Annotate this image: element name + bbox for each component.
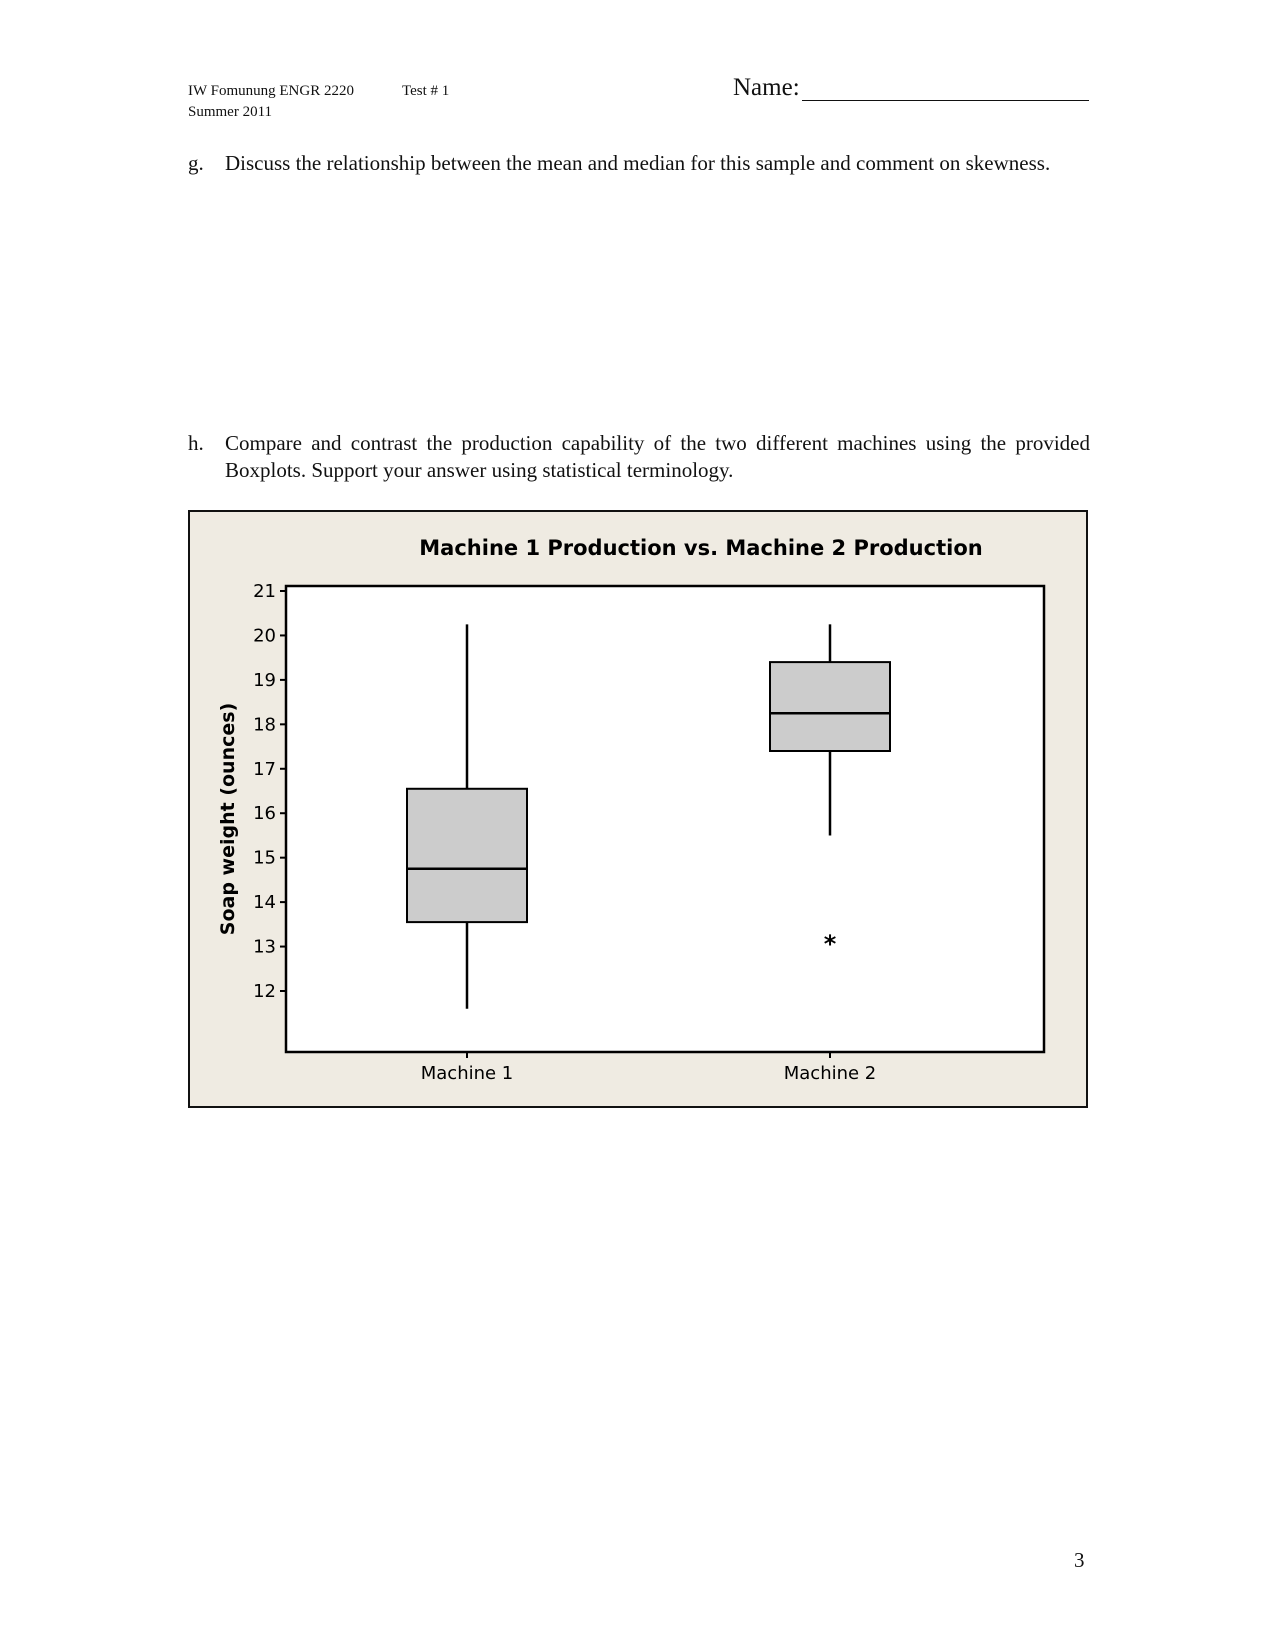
y-tick-label: 21 [253, 581, 276, 602]
question-letter: g. [188, 151, 204, 175]
name-blank-line[interactable] [802, 100, 1089, 101]
y-axis-label: Soap weight (ounces) [217, 702, 239, 936]
page-number: 3 [1074, 1548, 1085, 1572]
y-tick-label: 15 [253, 847, 276, 869]
outlier-marker: * [823, 929, 837, 958]
test-label: Test # 1 [402, 83, 450, 99]
y-tick-label: 17 [253, 758, 276, 780]
y-tick-label: 13 [253, 936, 276, 958]
course-label: IW Fomunung ENGR 2220 [188, 83, 354, 99]
y-tick-label: 14 [253, 892, 276, 914]
y-tick-label: 18 [253, 714, 276, 736]
name-label: Name: [733, 74, 800, 101]
y-axis [253, 581, 286, 1002]
interquartile-box [407, 789, 527, 922]
question-letter: h. [188, 431, 204, 455]
x-tick-label: Machine 1 [420, 1063, 514, 1084]
question-h [188, 430, 1090, 484]
term-label: Summer 2011 [188, 104, 273, 120]
interquartile-box [770, 662, 890, 751]
y-tick-label: 20 [253, 625, 276, 647]
question-text: Discuss the relationship between the mean and median for this sample and comment on skewness. [225, 151, 1051, 175]
question-g [188, 150, 1090, 177]
x-tick-label: Machine 2 [783, 1063, 877, 1084]
chart-title: Machine 1 Production vs. Machine 2 Production [419, 536, 983, 560]
y-tick-label: 16 [253, 803, 276, 825]
question-text: Compare and contrast the production capability of the two different machines using the provided Boxplots. Support your answer using statistical terminology. [225, 431, 1090, 482]
y-tick-label: 12 [253, 981, 276, 1002]
boxplot-svg [190, 512, 1086, 1106]
y-tick-label: 19 [253, 669, 276, 691]
boxplot-chart [188, 510, 1088, 1108]
x-axis [421, 1052, 877, 1084]
plot-area [286, 586, 1044, 1052]
